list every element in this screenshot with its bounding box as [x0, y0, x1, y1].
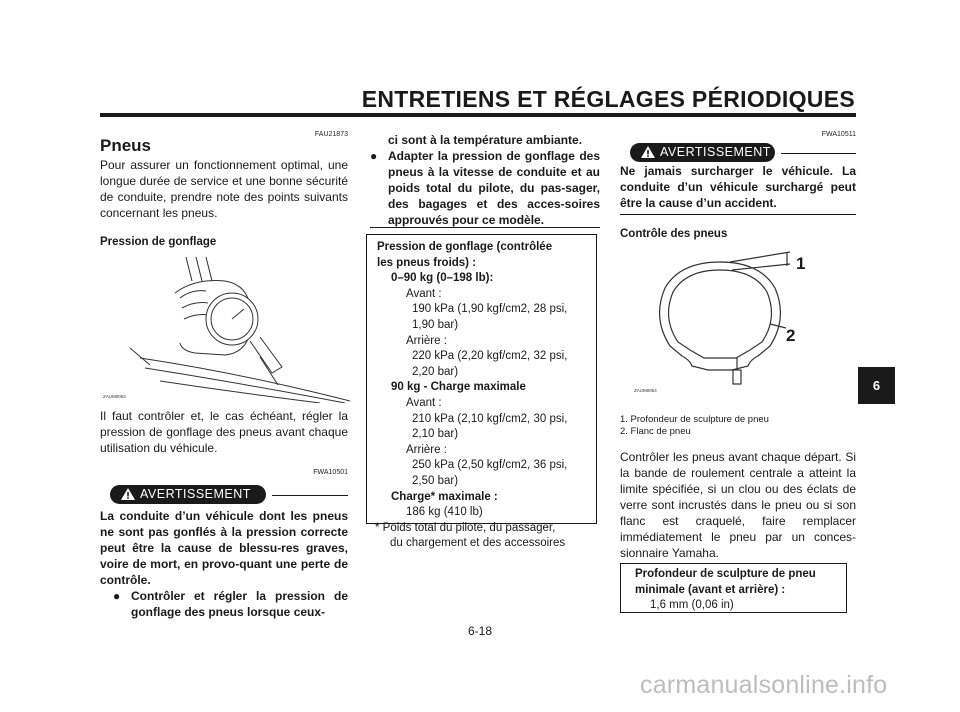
spec-footnote-2: du chargement et des accessoires — [390, 537, 566, 550]
callout-2: 2 — [786, 326, 796, 345]
bullet-icon: ● — [113, 589, 121, 603]
spec-rear-label-1: Arrière : — [406, 334, 447, 347]
warning-triangle-icon — [640, 145, 656, 159]
chapter-tab: 6 — [858, 367, 895, 404]
spec-rear-label-2: Arrière : — [406, 443, 447, 456]
warning-text-2: Ne jamais surcharger le véhicule. La conduite d’un véhicule surchargé peut être la cause d’un accident. — [620, 164, 856, 210]
caption-2: 2. Flanc de pneu — [620, 426, 691, 437]
warning-code-2: FWA10511 — [821, 131, 856, 138]
tread-title-2: minimale (avant et arrière) : — [635, 583, 786, 596]
figure-code-tire: ZAUM0064 — [634, 388, 657, 393]
tread-value: 1,6 mm (0,06 in) — [650, 599, 734, 612]
figure-tire-section — [620, 248, 820, 398]
spec-range-2: 90 kg - Charge maximale — [391, 381, 526, 394]
warning-code-1: FWA10501 — [313, 469, 348, 476]
watermark: carmanualsonline.info — [640, 671, 888, 699]
spec-front-value-1a: 190 kPa (1,90 kgf/cm2, 28 psi, — [412, 303, 568, 316]
page-number: 6-18 — [467, 624, 493, 638]
subheading-tire-check: Contrôle des pneus — [620, 228, 728, 240]
warning-badge-1 — [110, 485, 266, 504]
spec-footnote-1: * Poids total du pilote, du passager, — [375, 521, 556, 534]
warning-label-2: AVERTISSEMENT — [660, 145, 771, 159]
pressure-gauge-illustration — [100, 253, 350, 403]
warning-rule-1 — [272, 495, 348, 496]
spec-front-label-1: Avant : — [406, 287, 442, 300]
subheading-pressure: Pression de gonflage — [100, 236, 217, 248]
warning-label-1: AVERTISSEMENT — [140, 487, 251, 501]
header-rule — [100, 113, 856, 117]
spec-max-value: 186 kg (410 lb) — [406, 506, 483, 519]
spec-rear-value-2b: 2,50 bar) — [412, 474, 459, 487]
spec-front-value-1b: 1,90 bar) — [412, 318, 459, 331]
spec-rear-value-1a: 220 kPa (2,20 kgf/cm2, 32 psi, — [412, 350, 568, 363]
warning-triangle-icon — [120, 487, 136, 501]
bullet-text-2: Adapter la pression de gonflage des pneus à la vitesse de conduite et au poids total du pilote, du pas-sager, des bagages et des acces-soires approuvés pour ce modèle. — [388, 149, 600, 227]
section-title: Pneus — [100, 136, 152, 155]
spec-rear-value-1b: 2,20 bar) — [412, 365, 459, 378]
warning-badge-2 — [630, 143, 775, 162]
spec-front-label-2: Avant : — [406, 396, 442, 409]
bullet-item-1-cont: ci sont à la température ambiante. — [388, 133, 583, 147]
warning-text-1: La conduite d’un véhicule dont les pneus ne sont pas gonflés à la pression correcte peut être la cause de blessu-res graves, voire de mort, en provo-quant une perte de contrôle. — [100, 509, 348, 587]
figure-code-gauge: ZAUM0063 — [103, 394, 126, 399]
caption-1: 1. Profondeur de sculpture de pneu — [620, 414, 769, 425]
callout-1: 1 — [796, 254, 806, 273]
tread-title-1: Profondeur de sculpture de pneu — [635, 568, 816, 580]
spec-title-1: Pression de gonflage (contrôlée — [377, 241, 553, 253]
intro-paragraph: Pour assurer un fonctionnement optimal, une longue durée de service et une bonne sécurité de conduite, prendre note des points suivants concernant les pneus. — [100, 158, 348, 220]
spec-title-2: les pneus froids) : — [377, 256, 477, 269]
tire-section-illustration — [620, 248, 820, 398]
bullet-text-1: Contrôler et régler la pression de gonflage des pneus lorsque ceux- — [131, 589, 348, 619]
spec-max-label: Charge* maximale : — [391, 490, 498, 503]
tire-check-paragraph: Contrôler les pneus avant chaque départ. Si la bande de roulement centrale a atteint la limite spécifiée, si un clou ou des éclats de verre sont incrustés dans le pneu ou si son flanc est craquelé, faire remplacer immédiatement le pneu par un conces-sionnaire Yamaha. — [620, 450, 856, 560]
spec-front-value-2a: 210 kPa (2,10 kgf/cm2, 30 psi, — [412, 412, 568, 425]
divider — [370, 227, 600, 228]
divider — [620, 214, 856, 215]
section-code: FAU21873 — [314, 131, 348, 138]
figure-pressure-gauge — [100, 253, 350, 403]
bullet-item-2 — [370, 148, 600, 228]
spec-box-pressure — [366, 234, 597, 550]
warning-rule-2 — [781, 153, 856, 154]
spec-front-value-2b: 2,10 bar) — [412, 428, 459, 441]
after-figure-paragraph: Il faut contrôler et, le cas échéant, régler la pression de gonflage des pneus avant chaque utilisation du véhicule. — [100, 409, 348, 455]
bullet-item-1 — [113, 588, 348, 620]
spec-range-1: 0–90 kg (0–198 lb): — [391, 272, 494, 285]
spec-box-tread — [620, 563, 847, 613]
page-header-title: ENTRETIENS ET RÉGLAGES PÉRIODIQUES — [361, 86, 855, 112]
bullet-icon: ● — [370, 149, 378, 163]
spec-rear-value-2a: 250 kPa (2,50 kgf/cm2, 36 psi, — [412, 459, 568, 472]
